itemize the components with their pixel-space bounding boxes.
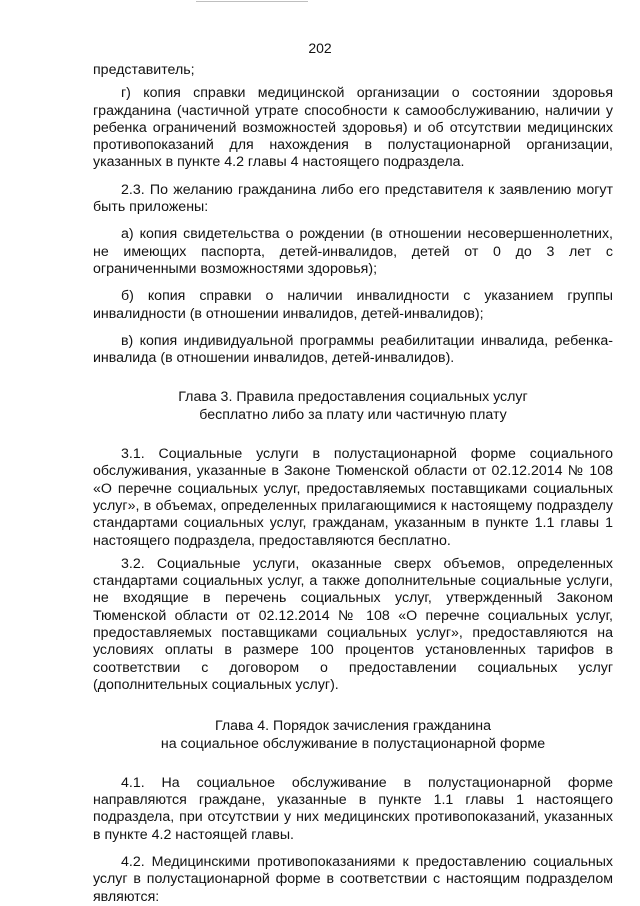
- chapter-4-heading-line-1: Глава 4. Порядок зачисления гражданина: [214, 718, 491, 735]
- paragraph-4-2: 4.2. Медицинскими противопоказаниями к предоставлению социальных услуг в полустационарной форме в соответствии с настоящим подразделом являются:: [93, 853, 613, 905]
- paragraph-3-2: 3.2. Социальные услуги, оказанные сверх объемов, определенных стандартами социальных услуг, а также дополнительные социальные услуги, не входящие в перечень социальных услуг, утвержденный Законом Тюменской области от 02.12.2014 № 108 «О перечне социальных услуг, предоставляемых поставщиками социальных услуг», предоставляются на условиях оплаты в размере 100 процентов установленных тарифов в соответствии с договором о предоставлении социальных услуг (дополнительных социальных услуг).: [93, 555, 613, 693]
- paragraph-4-1: 4.1. На социальное обслуживание в полустационарной форме направляются граждане, указанные в пункте 1.1 главы 1 настоящего подраздела, при отсутствии у них медицинских противопоказаний, указанных в пункте 4.2 настоящей главы.: [93, 774, 613, 843]
- top-rule: [196, 1, 308, 2]
- paragraph-item-b: б) копия справки о наличии инвалидности с указанием группы инвалидности (в отношении инвалидов, детей-инвалидов);: [93, 288, 613, 322]
- chapter-3-heading: [93, 389, 613, 424]
- paragraph-item-a: а) копия свидетельства о рождении (в отношении несовершеннолетних, не имеющих паспорта, детей-инвалидов, детей от 0 до 3 лет с ограниченными возможностями здоровья);: [93, 226, 613, 277]
- paragraph-item-v: в) копия индивидуальной программы реабилитации инвалида, ребенка-инвалида (в отношении инвалидов, детей-инвалидов).: [93, 332, 613, 367]
- document-body: [93, 62, 613, 906]
- chapter-4-heading-line-2: на социальное обслуживание в полустационарной форме: [160, 735, 546, 752]
- paragraph-continuation: представитель;: [93, 62, 195, 78]
- paragraph-2-3: 2.3. По желанию гражданина либо его представителя к заявлению могут быть приложены:: [93, 181, 613, 216]
- chapter-3-heading-line-2: бесплатно либо за плату или частичную плату: [199, 406, 507, 423]
- paragraph-3-1: 3.1. Социальные услуги в полустационарной форме социального обслуживания, указанные в Законе Тюменской области от 02.12.2014 № 108 «О перечне социальных услуг, предоставляемых поставщиками социальных услуг», в объемах, определенных прилагающимися к настоящему подразделу стандартами социальных услуг, гражданам, указанным в пункте 1.1 главы 1 настоящего подраздела, предоставляются бесплатно.: [93, 446, 613, 549]
- page-number: 202: [308, 40, 332, 56]
- chapter-3-heading-line-1: Глава 3. Правила предоставления социальных услуг: [178, 389, 528, 406]
- chapter-4-heading: [93, 718, 613, 753]
- paragraph-item-g: г) копия справки медицинской организации о состоянии здоровья гражданина (частичной утрате способности к самообслуживанию, наличии у ребенка ограничений возможностей здоровья) и об отсутствии медицинских противопоказаний для нахождения в полустационарной организации, указанных в пункте 4.2 главы 4 настоящего подраздела.: [93, 85, 613, 171]
